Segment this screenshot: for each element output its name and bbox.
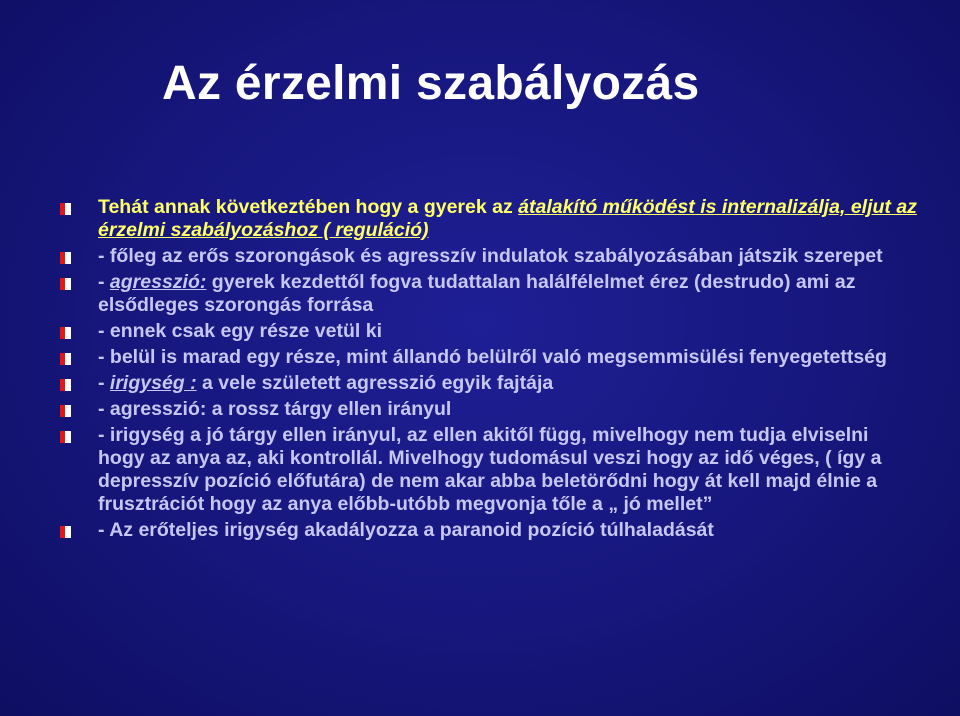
bullet-item-3 — [60, 271, 920, 317]
bullet-text: - ennek csak egy része vetül ki — [98, 320, 382, 342]
bullet-marker-icon — [60, 353, 71, 365]
bullet-text: Tehát annak következtében hogy a gyerek az — [98, 196, 519, 218]
bullet-text: - — [98, 271, 110, 293]
bullet-text: - Az erőteljes irigység akadályozza a paranoid pozíció túlhaladását — [98, 519, 714, 541]
bullet-text: - főleg az erős szorongások és agresszív indulatok szabályozásában játszik szerepet — [98, 245, 883, 267]
bullet-marker-icon — [60, 278, 71, 290]
bullet-text: - belül is marad egy része, mint állandó belülről való megsemmisülési fenyegetettség — [98, 346, 887, 368]
bullet-marker-icon — [60, 431, 71, 443]
bullet-marker-icon — [60, 252, 71, 264]
bullet-list — [60, 196, 920, 545]
bullet-text-emphasis: átalakító működést is internalizálja, eljut az érzelmi szabályozáshoz ( reguláció) — [98, 196, 917, 241]
bullet-item-6 — [60, 372, 920, 395]
bullet-item-1 — [60, 196, 920, 242]
bullet-text: gyerek kezdettől fogva tudattalan halálfélelmet érez (destrudo) ami az elsődleges szorongás forrása — [98, 271, 856, 316]
slide-title: Az érzelmi szabályozás — [162, 57, 700, 110]
bullet-marker-icon — [60, 327, 71, 339]
bullet-text: a vele született agresszió egyik fajtája — [196, 372, 554, 394]
bullet-marker-icon — [60, 526, 71, 538]
bullet-marker-icon — [60, 405, 71, 417]
bullet-item-2 — [60, 245, 920, 268]
bullet-text: - irigység a jó tárgy ellen irányul, az ellen akitől függ, mivelhogy nem tudja elviselni hogy az anya az, aki kontrollál. Mivelhogy tudomásul veszi hogy az idő véges, ( így a depresszív pozíció előfutára) de nem akar abba beletörődni hogy át kell majd élnie a frusztrációt hogy az anya előbb-utóbb megvonja tőle a „ jó mellet” — [98, 424, 882, 515]
bullet-marker-icon — [60, 379, 71, 391]
bullet-text-emphasis: irigység : — [109, 372, 197, 394]
bullet-item-5 — [60, 346, 920, 369]
bullet-item-7 — [60, 398, 920, 421]
bullet-text: - — [98, 372, 110, 394]
bullet-marker-icon — [60, 203, 71, 215]
bullet-item-8 — [60, 424, 920, 516]
bullet-text-emphasis: agresszió: — [109, 271, 207, 293]
bullet-text: - agresszió: a rossz tárgy ellen irányul — [98, 398, 452, 420]
bullet-item-9 — [60, 519, 920, 542]
bullet-item-4 — [60, 320, 920, 343]
